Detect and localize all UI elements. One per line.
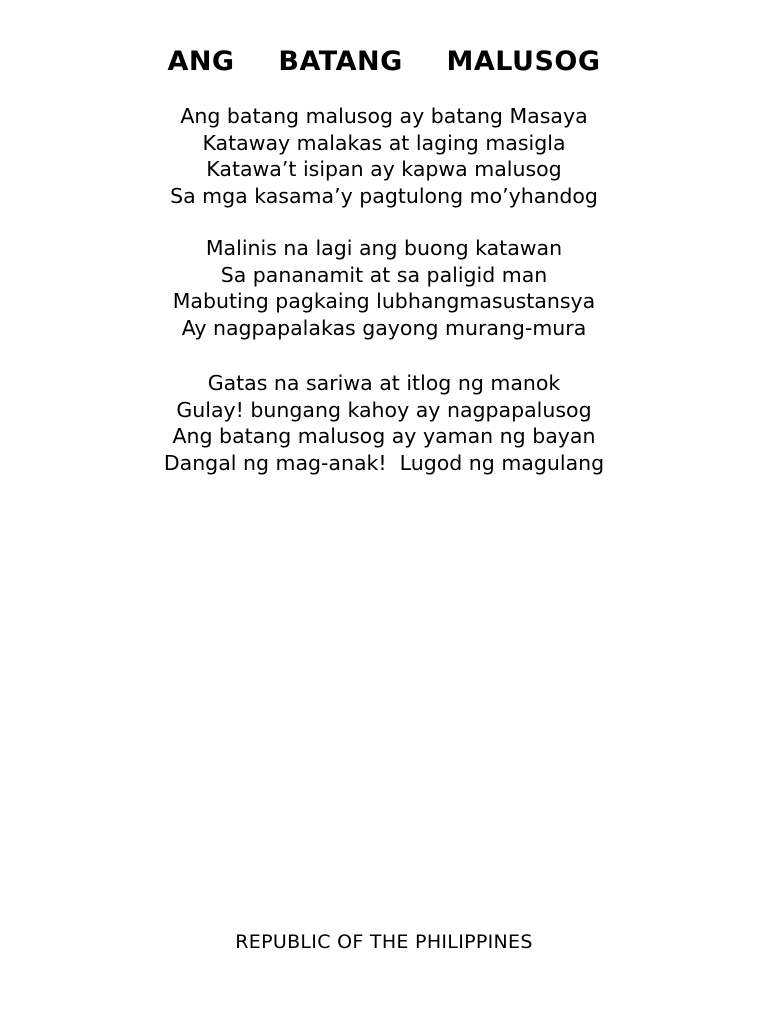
- poem-line: Katawa’t isipan ay kapwa malusog: [206, 157, 562, 182]
- poem-line: Ang batang malusog ay yaman ng bayan: [172, 424, 596, 449]
- poem-line: Gulay! bungang kahoy ay nagpapalusog: [176, 397, 592, 422]
- poem-line: Sa pananamit at sa paligid man: [220, 262, 548, 287]
- poem-line: Mabuting pagkaing lubhangmasustansya: [172, 289, 596, 314]
- poem-line: Ang batang malusog ay batang Masaya: [180, 104, 588, 128]
- poem-stanza-1: [0, 103, 768, 210]
- footer-text: REPUBLIC OF THE PHILIPPINES: [235, 931, 533, 953]
- poem-line: Dangal ng mag-anak! Lugod ng magulang: [163, 451, 605, 476]
- poem-line: Ay nagpapalakas gayong murang-mura: [181, 316, 587, 341]
- poem-title: ANG BATANG MALUSOG: [167, 46, 601, 77]
- poem-stanza-2: [0, 235, 768, 342]
- poem-line: Gatas na sariwa at itlog ng manok: [207, 371, 561, 395]
- poem-line: Kataway malakas at laging masigla: [202, 130, 566, 155]
- poem-line: Malinis na lagi ang buong katawan: [205, 236, 563, 260]
- poem-line: Sa mga kasama’y pagtulong mo’yhandog: [170, 184, 598, 209]
- poem-stanza-3: [0, 370, 768, 477]
